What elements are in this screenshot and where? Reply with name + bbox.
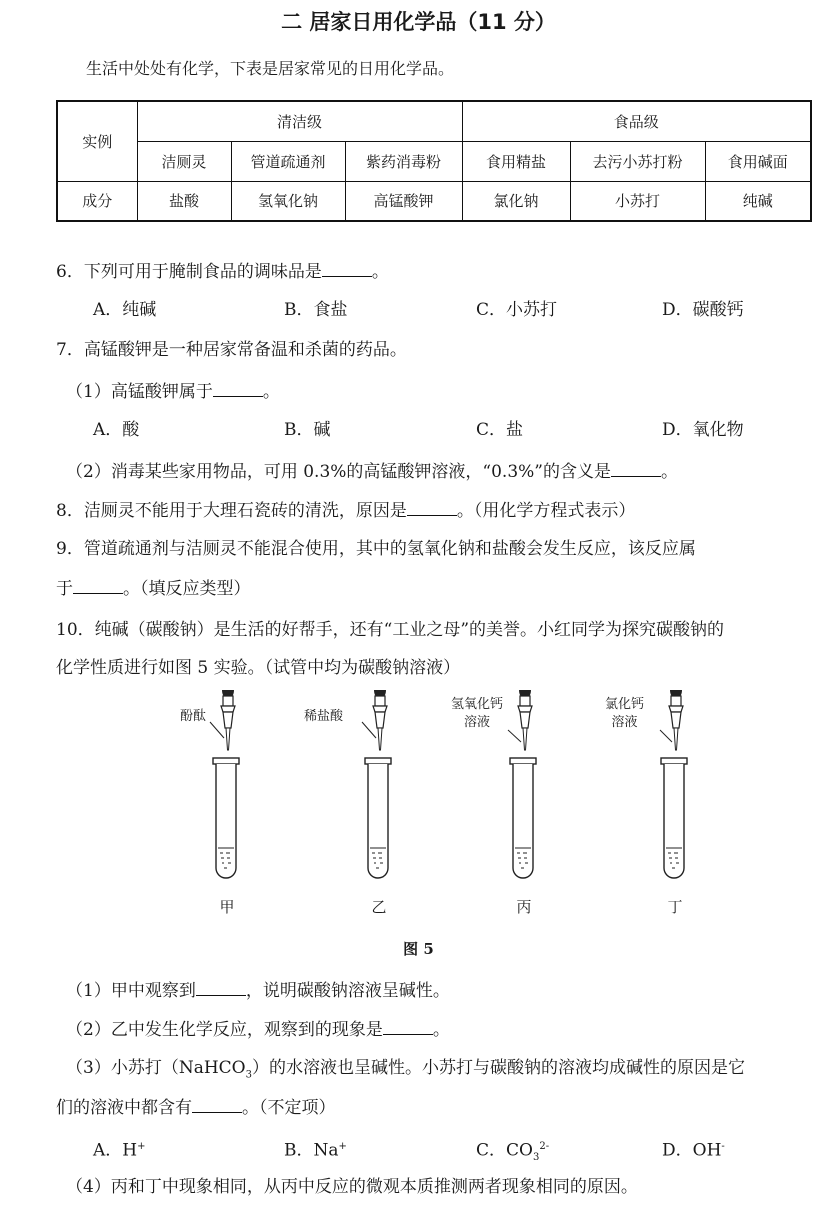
q7-option-a[interactable]: A．酸	[93, 420, 140, 440]
group-food: 食品级	[462, 101, 811, 141]
tube-jia	[210, 690, 239, 878]
figure-5	[0, 690, 837, 930]
component-cell: 盐酸	[137, 181, 231, 221]
q7-sub1: （1）高锰酸钾属于 。	[66, 378, 280, 404]
q7-sub1-blank[interactable]	[213, 378, 263, 397]
example-cell: 食用碱面	[705, 141, 811, 181]
q7-sub2: （2）消毒某些家用物品，可用 0.3%的高锰酸钾溶液，“0.3%”的含义是 。	[66, 458, 678, 484]
tube-name-ding: 丁	[667, 898, 683, 916]
q8-answer-blank[interactable]	[407, 497, 457, 516]
q10-sub2-blank[interactable]	[383, 1016, 433, 1035]
q7-option-b[interactable]: B．碱	[284, 420, 331, 440]
tube-name-bing: 丙	[516, 898, 532, 916]
tube-bing	[508, 690, 536, 878]
row-header-example: 实例	[57, 101, 137, 181]
q8-stem: 8．洁厕灵不能用于大理石瓷砖的清洗，原因是 。（用化学方程式表示）	[56, 497, 635, 523]
reagent-label-yi: 稀盐酸	[304, 709, 344, 724]
chemicals-table	[56, 100, 812, 222]
component-cell: 高锰酸钾	[345, 181, 462, 221]
tube-yi	[362, 690, 391, 878]
q10-sub3-line1: （3）小苏打（NaHCO$_3$）的水溶液也呈碱性。小苏打与碳酸钠的溶液均成碱性的原因是它	[66, 1058, 745, 1081]
q9-line1: 9．管道疏通剂与洁厕灵不能混合使用，其中的氢氧化钠和盐酸会发生反应，该反应属	[56, 539, 696, 559]
q10-sub2: （2）乙中发生化学反应，观察到的现象是 。	[66, 1016, 450, 1042]
section-title: 二 居家日用化学品（11 分）	[281, 10, 556, 34]
q10-sub3-blank[interactable]	[192, 1094, 242, 1113]
q6-option-b[interactable]: B．食盐	[284, 300, 348, 320]
q10-sub3-option-a[interactable]: A．H+	[93, 1140, 146, 1161]
q6-option-a[interactable]: A．纯碱	[93, 300, 157, 320]
q10-sub3-option-b[interactable]: B．Na+	[284, 1140, 347, 1161]
example-cell: 紫药消毒粉	[345, 141, 462, 181]
q10-sub3-option-d[interactable]: D．OH-	[662, 1140, 725, 1161]
q10-sub4: （4）丙和丁中现象相同，从丙中反应的微观本质推测两者现象相同的原因。	[66, 1177, 638, 1197]
tube-ding	[660, 690, 687, 878]
component-cell: 氢氧化钠	[231, 181, 345, 221]
test-tubes-illustration	[0, 690, 837, 930]
q10-sub1: （1）甲中观察到 ，说明碳酸钠溶液呈碱性。	[66, 977, 450, 1003]
reagent-label-bing: 氢氧化钙 溶液	[451, 697, 504, 730]
tube-name-jia: 甲	[219, 898, 235, 916]
group-clean: 清洁级	[137, 101, 462, 141]
example-cell: 去污小苏打粉	[570, 141, 705, 181]
intro-text: 生活中处处有化学，下表是居家常见的日用化学品。	[86, 59, 455, 78]
figure-caption: 图 5	[403, 940, 434, 958]
q10-line1: 10．纯碱（碳酸钠）是生活的好帮手，还有“工业之母”的美誉。小红同学为探究碳酸钠的	[56, 620, 725, 640]
q10-sub1-blank[interactable]	[196, 977, 246, 996]
component-cell: 氯化钠	[462, 181, 570, 221]
reagent-label-ding: 氯化钙 溶液	[605, 697, 645, 730]
q6-stem: 6．下列可用于腌制食品的调味品是 。	[56, 258, 389, 284]
q7-sub2-blank[interactable]	[611, 458, 661, 477]
row-header-component: 成分	[57, 181, 137, 221]
q10-sub3-option-c[interactable]: C．$CO_3^{2-}$	[476, 1140, 550, 1164]
example-cell: 食用精盐	[462, 141, 570, 181]
q7-option-c[interactable]: C．盐	[476, 420, 524, 440]
example-cell: 管道疏通剂	[231, 141, 345, 181]
q6-option-c[interactable]: C．小苏打	[476, 300, 558, 320]
q9-answer-blank[interactable]	[73, 575, 123, 594]
q6-answer-blank[interactable]	[322, 258, 372, 277]
q7-option-d[interactable]: D．氧化物	[662, 420, 744, 440]
tube-name-yi: 乙	[371, 898, 387, 916]
q10-sub3-line2: 们的溶液中都含有 。（不定项）	[56, 1094, 336, 1120]
reagent-label-jia: 酚酞	[180, 709, 207, 724]
q9-line2: 于 。（填反应类型）	[56, 575, 251, 601]
q6-option-d[interactable]: D．碳酸钙	[662, 300, 744, 320]
component-cell: 小苏打	[570, 181, 705, 221]
q10-line2: 化学性质进行如图 5 实验。（试管中均为碳酸钠溶液）	[56, 658, 461, 678]
example-cell: 洁厕灵	[137, 141, 231, 181]
component-cell: 纯碱	[705, 181, 811, 221]
q7-stem: 7．高锰酸钾是一种居家常备温和杀菌的药品。	[56, 340, 407, 360]
